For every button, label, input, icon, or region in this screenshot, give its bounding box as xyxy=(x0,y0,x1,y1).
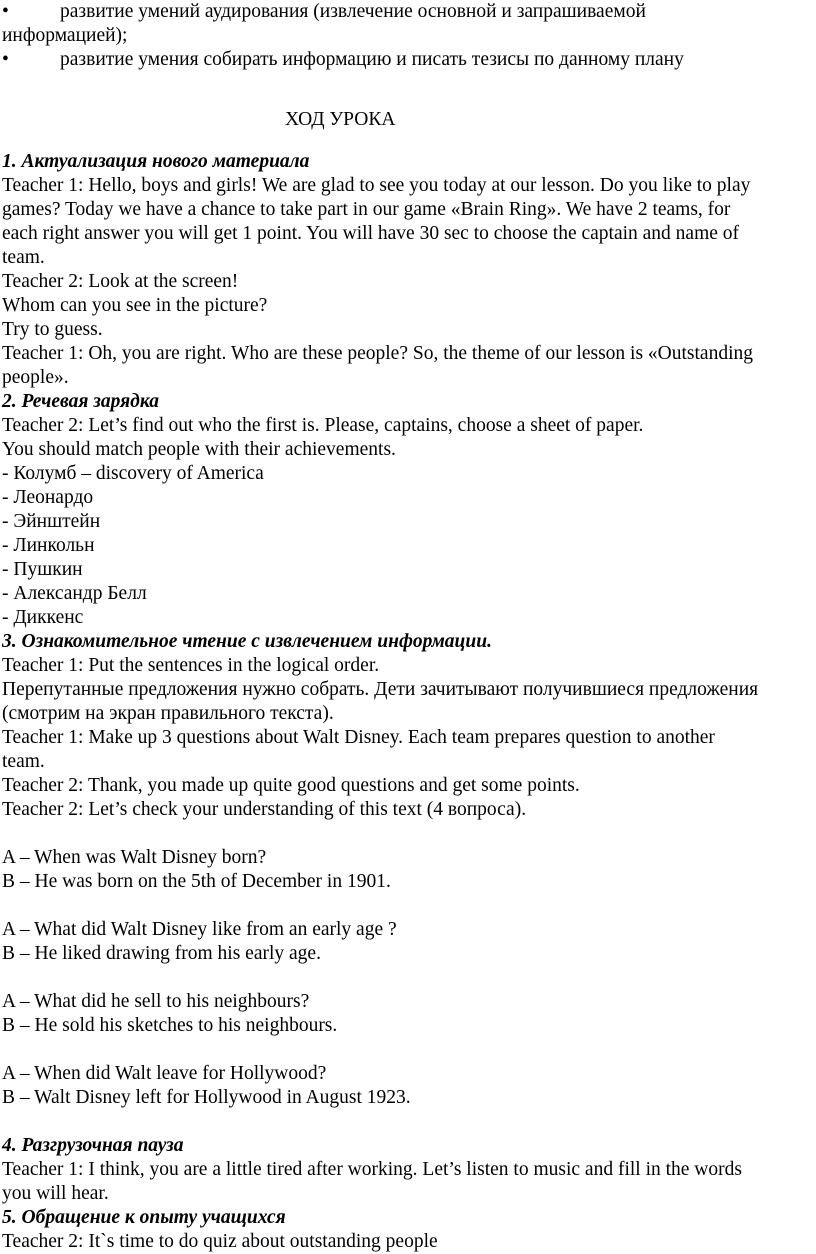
lesson-title: ХОД УРОКА xyxy=(285,109,396,130)
list-item: - Линкольн xyxy=(2,535,95,556)
answer-line: B – He was born on the 5th of December in 1901. xyxy=(2,871,391,892)
list-item: - Леонардо xyxy=(2,487,94,508)
section-heading: 4. Разгрузочная пауза xyxy=(2,1135,184,1156)
answer-line: B – Walt Disney left for Hollywood in August 1923. xyxy=(2,1087,411,1108)
document-page xyxy=(2,0,814,1254)
list-item: - Колумб – discovery of America xyxy=(2,463,264,484)
question-line: A – What did Walt Disney like from an early age ? xyxy=(2,919,397,940)
text-line: Teacher 2: Thank, you made up quite good questions and get some points. xyxy=(2,775,580,796)
list-item: - Пушкин xyxy=(2,559,83,580)
list-item: - Диккенс xyxy=(2,607,84,628)
section-heading: 5. Обращение к опыту учащихся xyxy=(2,1207,286,1228)
question-line: A – When was Walt Disney born? xyxy=(2,847,267,868)
text-line: games? Today we have a chance to take part in our game «Brain Ring». We have 2 teams, for xyxy=(2,199,731,220)
text-line: Teacher 2: It`s time to do quiz about outstanding people xyxy=(2,1231,438,1252)
list-item: - Эйнштейн xyxy=(2,511,101,532)
text-line: each right answer you will get 1 point. You will have 30 sec to choose the captain and name of xyxy=(2,223,740,244)
bullet-symbol: • xyxy=(2,1,9,22)
bullet-continuation: информацией); xyxy=(2,25,128,46)
text-line: Teacher 2: Look at the screen! xyxy=(2,271,239,292)
text-line: Whom can you see in the picture? xyxy=(2,295,268,316)
bullet-item xyxy=(2,0,814,24)
text-line: Teacher 1: Oh, you are right. Who are these people? So, the theme of our lesson is «Outstanding xyxy=(2,343,753,364)
text-line: team. xyxy=(2,247,45,268)
answer-line: B – He liked drawing from his early age. xyxy=(2,943,321,964)
section-heading: 1. Актуализация нового материала xyxy=(2,151,310,172)
text-line: Teacher 2: Let’s check your understanding of this text (4 вопроса). xyxy=(2,799,527,820)
bullet-text: развитие умения собирать информацию и писать тезисы по данному плану xyxy=(60,49,684,70)
text-line: people». xyxy=(2,367,69,388)
bullet-text: развитие умений аудирования (извлечение основной и запрашиваемой xyxy=(60,1,646,22)
text-line: You should match people with their achievements. xyxy=(2,439,396,460)
bullet-item xyxy=(2,48,814,72)
section-heading: 2. Речевая зарядка xyxy=(2,391,159,412)
question-line: A – When did Walt leave for Hollywood? xyxy=(2,1063,327,1084)
answer-line: B – He sold his sketches to his neighbours. xyxy=(2,1015,338,1036)
text-line: Teacher 2: Let’s find out who the first is. Please, captains, choose a sheet of paper. xyxy=(2,415,644,436)
text-line: (смотрим на экран правильного текста). xyxy=(2,703,334,724)
text-line: Teacher 1: I think, you are a little tired after working. Let’s listen to music and fill in the words xyxy=(2,1159,742,1180)
text-line: Перепутанные предложения нужно собрать. Дети зачитывают получившиеся предложения xyxy=(2,679,759,700)
text-line: Teacher 1: Hello, boys and girls! We are glad to see you today at our lesson. Do you like to play xyxy=(2,175,751,196)
list-item: - Александр Белл xyxy=(2,583,147,604)
question-line: A – What did he sell to his neighbours? xyxy=(2,991,310,1012)
text-line: Teacher 1: Make up 3 questions about Walt Disney. Each team prepares question to another xyxy=(2,727,715,748)
text-line: Teacher 1: Put the sentences in the logical order. xyxy=(2,655,380,676)
text-line: team. xyxy=(2,751,45,772)
text-line: you will hear. xyxy=(2,1183,109,1204)
text-line: Try to guess. xyxy=(2,319,103,340)
section-heading: 3. Ознакомительное чтение с извлечением информации. xyxy=(2,631,492,652)
bullet-symbol: • xyxy=(2,49,9,70)
